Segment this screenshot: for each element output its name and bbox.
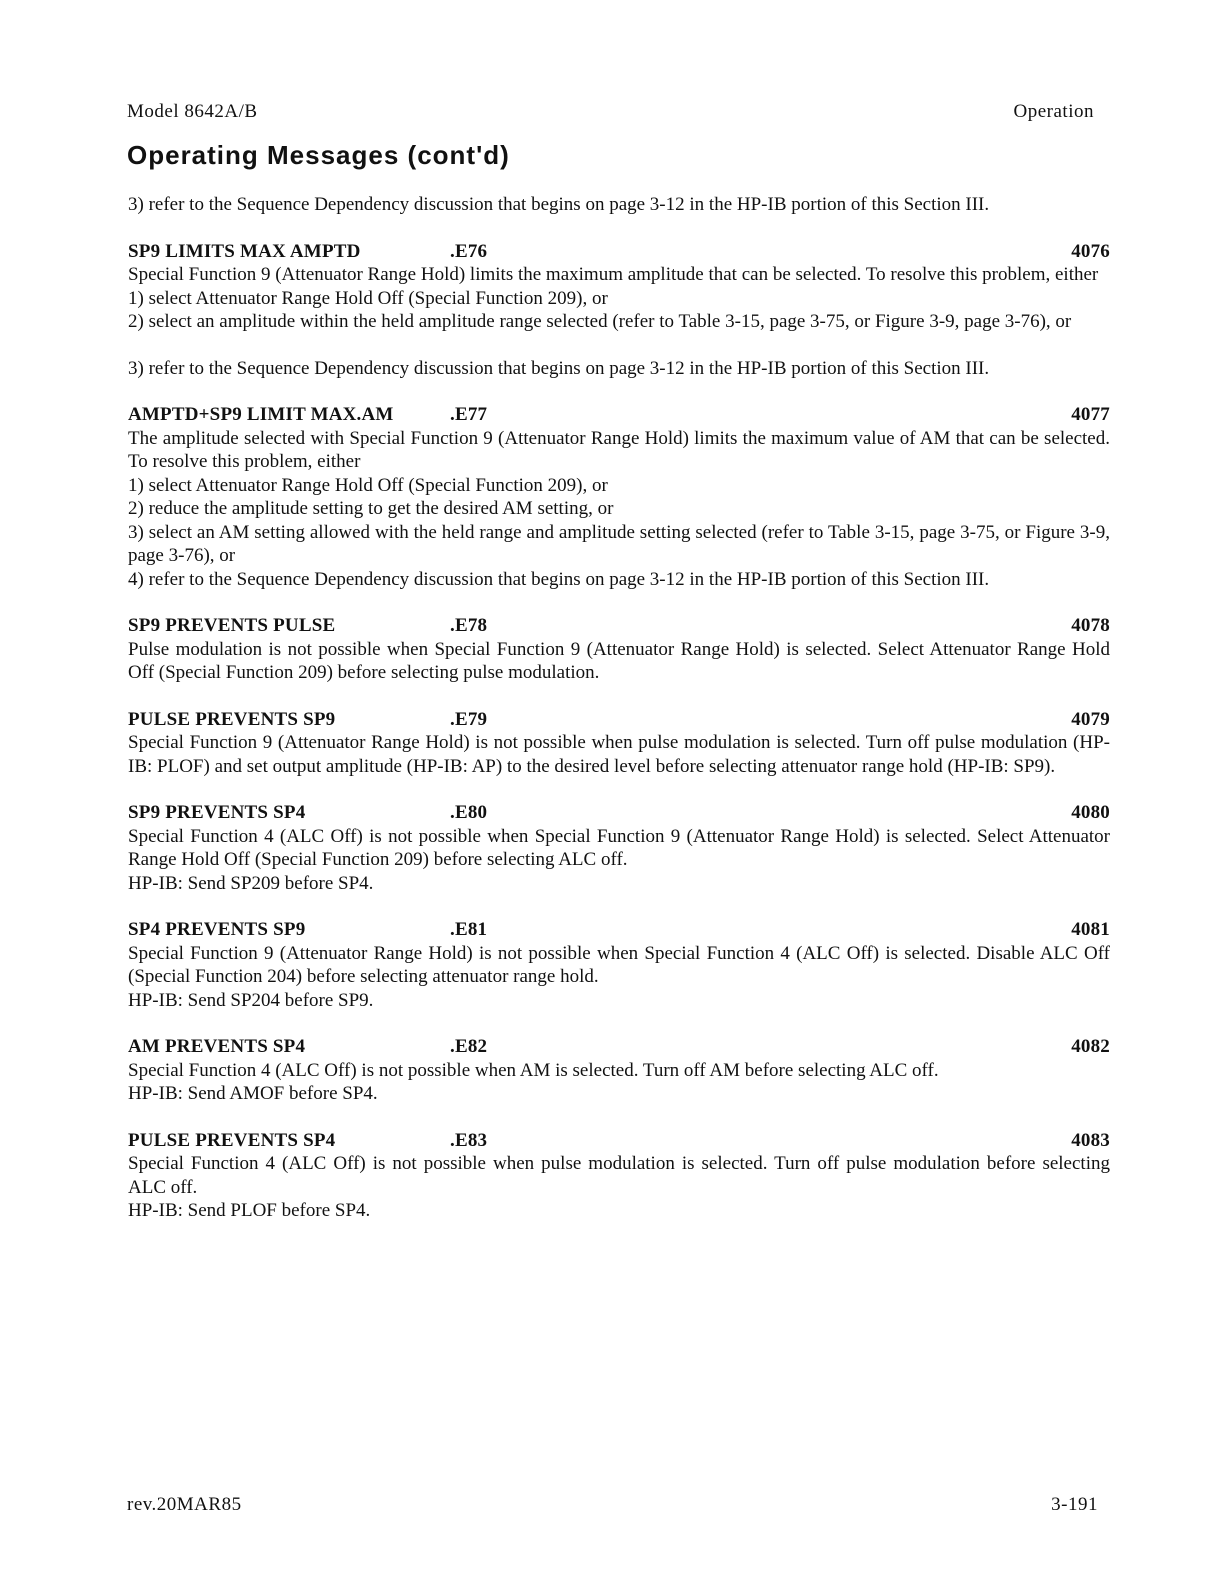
header-model: Model 8642A/B: [127, 101, 258, 122]
footer-revision: rev.20MAR85: [127, 1494, 242, 1515]
message-name: AM PREVENTS SP4: [128, 1036, 306, 1057]
description-line: The amplitude selected with Special Function 9 (Attenuator Range Hold) limits the maximum value of AM that can be selected. To resolve this problem, either: [128, 427, 1110, 472]
description-line: HP-IB: Send SP204 before SP9.: [128, 989, 374, 1011]
message-heading: [128, 240, 1110, 264]
message-number: 4078: [1071, 615, 1110, 636]
description-line: Special Function 4 (ALC Off) is not possible when AM is selected. Turn off AM before selecting ALC off.: [128, 1059, 939, 1081]
message-entry: [128, 240, 1110, 381]
message-entry: [128, 708, 1110, 779]
message-number: 4077: [1071, 404, 1110, 425]
message-entry: [128, 1129, 1110, 1223]
description-line: Special Function 9 (Attenuator Range Hold) is not possible when Special Function 4 (ALC Off) is selected. Disable ALC Off (Special Function 204) before selecting attenuator range hold.: [128, 942, 1110, 987]
message-code: .E80: [450, 802, 488, 823]
message-name: SP9 LIMITS MAX AMPTD: [128, 240, 361, 262]
message-number: 4076: [1071, 240, 1110, 262]
description-line: Special Function 9 (Attenuator Range Hold) is not possible when pulse modulation is selected. Turn off pulse modulation (HP-IB: PLOF) and set output amplitude (HP-IB: AP) to the desired level before selecting attenuator range hold (HP-IB: SP9).: [128, 732, 1110, 777]
message-heading: [128, 1035, 1110, 1059]
message-heading: [128, 918, 1110, 942]
message-number: 4080: [1071, 802, 1110, 823]
message-code: .E83: [450, 1129, 488, 1151]
footer-page-number: 3-191: [1051, 1494, 1098, 1515]
description-line: Special Function 4 (ALC Off) is not possible when Special Function 9 (Attenuator Range Hold) is selected. Select Attenuator Range Hold Off (Special Function 209) before selecting ALC off.: [128, 825, 1110, 870]
message-name: SP4 PREVENTS SP9: [128, 919, 306, 940]
description-line: HP-IB: Send AMOF before SP4.: [128, 1083, 378, 1104]
message-name: SP9 PREVENTS PULSE: [128, 615, 336, 636]
message-name: AMPTD+SP9 LIMIT MAX.AM: [128, 404, 394, 425]
description-line: 3) select an AM setting allowed with the held range and amplitude setting selected (refer to Table 3-15, page 3-75, or Figure 3-9, page 3-76), or: [128, 521, 1110, 566]
message-entry: [128, 403, 1110, 591]
message-code: .E78: [450, 615, 488, 636]
message-number: 4083: [1071, 1129, 1110, 1151]
description-line: Special Function 4 (ALC Off) is not possible when pulse modulation is selected. Turn off pulse modulation before selecting ALC off.: [128, 1153, 1110, 1198]
description-line: 3) refer to the Sequence Dependency discussion that begins on page 3-12 in the HP-IB portion of this Section III.: [128, 357, 990, 379]
intro-paragraph: [128, 193, 1110, 217]
message-code: .E82: [450, 1036, 488, 1057]
message-extra: [128, 357, 1110, 381]
message-description: [128, 1152, 1110, 1223]
message-heading: [128, 403, 1110, 427]
message-code: .E77: [450, 404, 488, 425]
description-line: HP-IB: Send SP209 before SP4.: [128, 872, 374, 894]
message-code: .E76: [450, 240, 488, 262]
description-line: 2) reduce the amplitude setting to get the desired AM setting, or: [128, 498, 614, 519]
message-heading: [128, 1129, 1110, 1153]
description-line: Pulse modulation is not possible when Special Function 9 (Attenuator Range Hold) is selected. Select Attenuator Range Hold Off (Special Function 209) before selecting pulse modulation.: [128, 638, 1110, 683]
message-name: SP9 PREVENTS SP4: [128, 802, 306, 823]
description-line: 4) refer to the Sequence Dependency discussion that begins on page 3-12 in the HP-IB portion of this Section III.: [128, 568, 990, 590]
message-entry: [128, 614, 1110, 685]
message-heading: [128, 708, 1110, 732]
description-line: Special Function 9 (Attenuator Range Hold) limits the maximum amplitude that can be selected. To resolve this problem, either: [128, 264, 1099, 285]
message-name: PULSE PREVENTS SP4: [128, 1129, 336, 1151]
message-description: [128, 263, 1110, 334]
description-line: 2) select an amplitude within the held amplitude range selected (refer to Table 3-15, page 3-75, or Figure 3-9, page 3-76), or: [128, 311, 1072, 332]
description-line: HP-IB: Send PLOF before SP4.: [128, 1200, 371, 1221]
intro-line: 3) refer to the Sequence Dependency discussion that begins on page 3-12 in the HP-IB portion of this Section III.: [128, 194, 990, 215]
message-description: [128, 638, 1110, 685]
message-list: [128, 193, 1110, 1223]
message-entry: [128, 801, 1110, 895]
message-description: [128, 942, 1110, 1013]
message-entry: [128, 918, 1110, 1012]
message-heading: [128, 614, 1110, 638]
message-number: 4079: [1071, 708, 1110, 730]
message-description: [128, 1059, 1110, 1106]
message-description: [128, 731, 1110, 778]
message-heading: [128, 801, 1110, 825]
message-code: .E79: [450, 708, 488, 730]
message-number: 4081: [1071, 919, 1110, 940]
description-line: 1) select Attenuator Range Hold Off (Special Function 209), or: [128, 287, 608, 309]
message-code: .E81: [450, 919, 488, 940]
message-name: PULSE PREVENTS SP9: [128, 708, 336, 730]
message-description: [128, 427, 1110, 592]
page-title: Operating Messages (cont'd): [127, 140, 510, 170]
description-line: 1) select Attenuator Range Hold Off (Special Function 209), or: [128, 474, 608, 496]
message-number: 4082: [1071, 1036, 1110, 1057]
header-section: Operation: [1013, 101, 1094, 122]
message-description: [128, 825, 1110, 896]
message-entry: [128, 1035, 1110, 1106]
